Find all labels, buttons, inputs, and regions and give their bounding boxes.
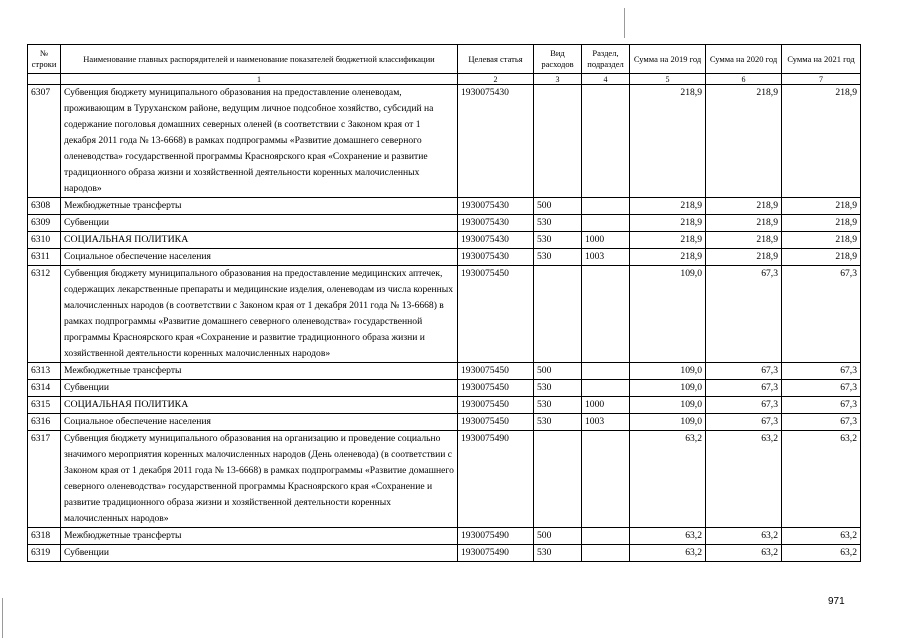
scan-mark-left: [2, 598, 3, 638]
row-sum-2019: 63,2: [630, 545, 706, 562]
row-name: Субвенция бюджету муниципального образования на организацию и проведение социально значимого мероприятия коренных малочисленных народов (День оленевода) (в соответствии с Законом края от 1 декабря 2011 года № 13-6668) в рамках подпрограммы «Развитие домашнего северного оленеводства» государственной программы Красноярского края «Сохранение и развитие традиционного образа жизни и хозяйственной деятельности коренных малочисленных народов»: [61, 431, 458, 528]
column-number: 2: [458, 74, 534, 85]
row-expense-type: 530: [534, 414, 582, 431]
table-row: [28, 397, 861, 414]
row-sum-2021: 218,9: [782, 215, 861, 232]
row-name: СОЦИАЛЬНАЯ ПОЛИТИКА: [61, 397, 458, 414]
row-number: 6319: [28, 545, 61, 562]
row-name: Субвенция бюджету муниципального образования на предоставление оленеводам, проживающим в Туруханском районе, ведущим личное подсобное хозяйство, субсидий на содержание поголовья домашних северных оленей (в соответствии с Законом края от 1 декабря 2011 года № 13-6668) в рамках подпрограммы «Развитие домашнего северного оленеводства» государственной программы Красноярского края «Сохранение и развитие традиционного образа жизни и хозяйственной деятельности коренных малочисленных народов»: [61, 85, 458, 198]
row-target-article: 1930075430: [458, 198, 534, 215]
column-number: 4: [582, 74, 630, 85]
row-name: Межбюджетные трансферты: [61, 198, 458, 215]
row-sum-2019: 63,2: [630, 528, 706, 545]
row-target-article: 1930075430: [458, 85, 534, 198]
row-section: [582, 545, 630, 562]
row-section: [582, 266, 630, 363]
row-section: [582, 215, 630, 232]
row-number: 6307: [28, 85, 61, 198]
row-sum-2020: 67,3: [706, 397, 782, 414]
column-number: 1: [61, 74, 458, 85]
row-sum-2020: 63,2: [706, 431, 782, 528]
row-target-article: 1930075450: [458, 363, 534, 380]
row-sum-2021: 218,9: [782, 232, 861, 249]
row-section: [582, 85, 630, 198]
row-number: 6315: [28, 397, 61, 414]
row-number: 6318: [28, 528, 61, 545]
row-name: Межбюджетные трансферты: [61, 528, 458, 545]
row-expense-type: 530: [534, 545, 582, 562]
header-row-number: № строки: [28, 45, 61, 74]
row-sum-2019: 218,9: [630, 85, 706, 198]
row-name: Субвенции: [61, 380, 458, 397]
row-sum-2021: 63,2: [782, 528, 861, 545]
table-row: [28, 363, 861, 380]
table-row: [28, 266, 861, 363]
row-section: [582, 380, 630, 397]
row-number: 6314: [28, 380, 61, 397]
row-expense-type: 500: [534, 528, 582, 545]
row-sum-2021: 67,3: [782, 266, 861, 363]
table-row: [28, 380, 861, 397]
row-sum-2019: 109,0: [630, 363, 706, 380]
row-number: 6312: [28, 266, 61, 363]
row-section: [582, 431, 630, 528]
row-expense-type: 530: [534, 249, 582, 266]
row-sum-2020: 67,3: [706, 414, 782, 431]
header-sum-2020: Сумма на 2020 год: [706, 45, 782, 74]
row-sum-2020: 67,3: [706, 363, 782, 380]
row-expense-type: 530: [534, 397, 582, 414]
row-name: Субвенции: [61, 545, 458, 562]
column-number: 7: [782, 74, 861, 85]
budget-table: [27, 44, 861, 562]
row-sum-2020: 218,9: [706, 215, 782, 232]
header-expense-type: Вид расходов: [534, 45, 582, 74]
row-section: [582, 363, 630, 380]
row-number: 6310: [28, 232, 61, 249]
row-expense-type: [534, 431, 582, 528]
table-header-row: [28, 45, 861, 74]
row-target-article: 1930075490: [458, 528, 534, 545]
row-sum-2021: 67,3: [782, 414, 861, 431]
row-name: Субвенция бюджету муниципального образования на предоставление медицинских аптечек, содержащих лекарственные препараты и медицинские изделия, оленеводам из числа коренных малочисленных народов (в соответствии с Законом края от 1 декабря 2011 года № 13-6668) в рамках подпрограммы «Развитие домашнего северного оленеводства» государственной программы Красноярского края «Сохранение и развитие традиционного образа жизни и хозяйственной деятельности коренных малочисленных народов»: [61, 266, 458, 363]
row-sum-2020: 63,2: [706, 528, 782, 545]
row-sum-2021: 67,3: [782, 397, 861, 414]
header-name: Наименование главных распорядителей и наименование показателей бюджетной классификации: [61, 45, 458, 74]
table-row: [28, 85, 861, 198]
row-sum-2019: 63,2: [630, 431, 706, 528]
row-sum-2020: 218,9: [706, 85, 782, 198]
row-target-article: 1930075450: [458, 380, 534, 397]
row-sum-2020: 67,3: [706, 380, 782, 397]
table-row: [28, 232, 861, 249]
header-target-article: Целевая статья: [458, 45, 534, 74]
table-row: [28, 414, 861, 431]
row-section: [582, 198, 630, 215]
row-target-article: 1930075450: [458, 266, 534, 363]
row-sum-2021: 63,2: [782, 545, 861, 562]
row-section: [582, 528, 630, 545]
row-sum-2019: 109,0: [630, 397, 706, 414]
row-number: 6309: [28, 215, 61, 232]
row-number: 6311: [28, 249, 61, 266]
row-sum-2021: 67,3: [782, 380, 861, 397]
table-row: [28, 545, 861, 562]
row-name: СОЦИАЛЬНАЯ ПОЛИТИКА: [61, 232, 458, 249]
row-sum-2019: 109,0: [630, 414, 706, 431]
row-expense-type: 500: [534, 363, 582, 380]
row-sum-2020: 67,3: [706, 266, 782, 363]
row-target-article: 1930075490: [458, 431, 534, 528]
row-name: Субвенции: [61, 215, 458, 232]
row-section: 1003: [582, 414, 630, 431]
table-row: [28, 528, 861, 545]
header-section: Раздел, подраздел: [582, 45, 630, 74]
row-sum-2021: 63,2: [782, 431, 861, 528]
row-sum-2019: 218,9: [630, 198, 706, 215]
row-expense-type: [534, 266, 582, 363]
header-sum-2021: Сумма на 2021 год: [782, 45, 861, 74]
row-sum-2019: 109,0: [630, 266, 706, 363]
row-target-article: 1930075450: [458, 397, 534, 414]
row-sum-2021: 218,9: [782, 249, 861, 266]
row-sum-2021: 218,9: [782, 198, 861, 215]
row-target-article: 1930075490: [458, 545, 534, 562]
row-sum-2020: 218,9: [706, 249, 782, 266]
page-number: 971: [828, 596, 845, 607]
row-sum-2021: 67,3: [782, 363, 861, 380]
row-name: Межбюджетные трансферты: [61, 363, 458, 380]
table-row: [28, 215, 861, 232]
row-name: Социальное обеспечение населения: [61, 249, 458, 266]
table-row: [28, 431, 861, 528]
row-sum-2019: 218,9: [630, 249, 706, 266]
row-number: 6308: [28, 198, 61, 215]
row-section: 1000: [582, 397, 630, 414]
row-target-article: 1930075450: [458, 414, 534, 431]
row-expense-type: [534, 85, 582, 198]
column-number: [28, 74, 61, 85]
scan-mark-top: [624, 8, 625, 38]
row-expense-type: 530: [534, 380, 582, 397]
row-number: 6313: [28, 363, 61, 380]
row-section: 1003: [582, 249, 630, 266]
row-expense-type: 530: [534, 232, 582, 249]
table-row: [28, 198, 861, 215]
row-section: 1000: [582, 232, 630, 249]
row-number: 6317: [28, 431, 61, 528]
header-sum-2019: Сумма на 2019 год: [630, 45, 706, 74]
row-sum-2019: 109,0: [630, 380, 706, 397]
column-number: 3: [534, 74, 582, 85]
row-target-article: 1930075430: [458, 215, 534, 232]
column-number: 6: [706, 74, 782, 85]
table-row: [28, 249, 861, 266]
row-sum-2020: 218,9: [706, 198, 782, 215]
row-name: Социальное обеспечение населения: [61, 414, 458, 431]
row-sum-2019: 218,9: [630, 215, 706, 232]
row-sum-2020: 63,2: [706, 545, 782, 562]
column-number: 5: [630, 74, 706, 85]
column-number-row: [28, 74, 861, 85]
row-sum-2020: 218,9: [706, 232, 782, 249]
row-sum-2019: 218,9: [630, 232, 706, 249]
row-sum-2021: 218,9: [782, 85, 861, 198]
row-target-article: 1930075430: [458, 232, 534, 249]
row-expense-type: 500: [534, 198, 582, 215]
row-expense-type: 530: [534, 215, 582, 232]
row-number: 6316: [28, 414, 61, 431]
row-target-article: 1930075430: [458, 249, 534, 266]
